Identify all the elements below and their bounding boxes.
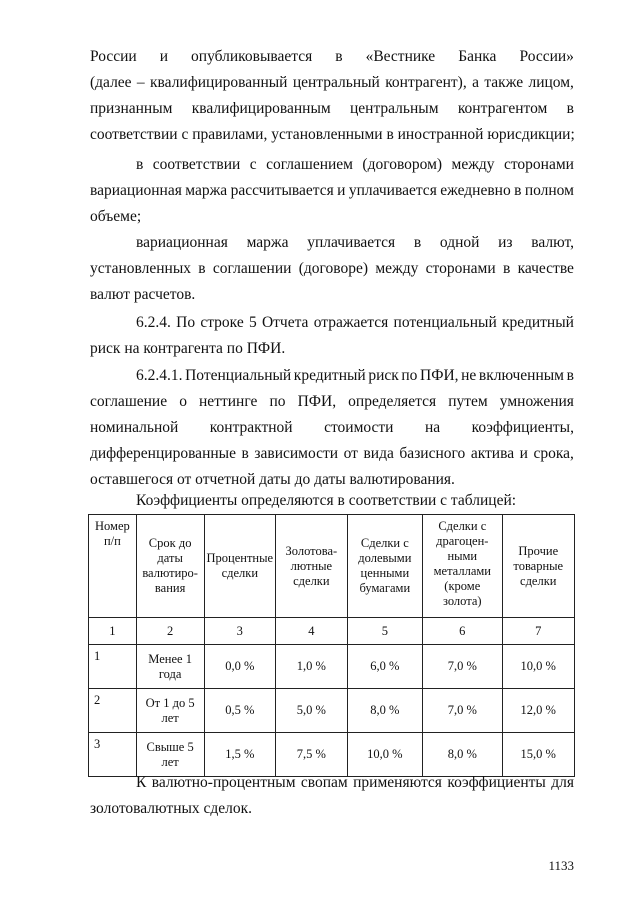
text-line <box>90 259 574 279</box>
table-row <box>89 689 575 733</box>
text-line <box>136 773 574 793</box>
word: рассчитывается <box>230 182 334 199</box>
page-number: 1133 <box>548 858 574 873</box>
word: (договором) <box>362 156 443 173</box>
word: о <box>179 393 187 410</box>
word: не <box>461 367 477 384</box>
table-cell: 6 <box>423 618 502 645</box>
word: применяются <box>353 774 442 791</box>
text-line <box>90 418 574 438</box>
table-cell: 0,0 % <box>204 645 276 689</box>
word: в <box>514 182 522 199</box>
word: кредитный <box>293 367 366 384</box>
word: Отчета <box>261 314 309 331</box>
table-header-cell: Срок до даты валютиро-вания <box>136 515 204 618</box>
word: отражается <box>313 314 389 331</box>
text-line <box>90 392 574 412</box>
table-header-row <box>89 515 575 618</box>
word: также <box>484 74 524 91</box>
table-cell: 1,0 % <box>276 645 348 689</box>
coefficients-table <box>88 514 575 777</box>
table-cell: 5,0 % <box>276 689 348 733</box>
word: риск <box>368 367 399 384</box>
word: и <box>519 445 528 462</box>
table-cell: 4 <box>276 618 348 645</box>
word: валютно-процентным <box>151 774 296 791</box>
word: контрактной <box>209 419 293 436</box>
table-cell: 7,0 % <box>423 689 502 733</box>
word: и <box>337 182 346 199</box>
word: от <box>343 445 358 462</box>
table-cell: 12,0 % <box>502 689 574 733</box>
word: между <box>451 156 495 173</box>
word: неттинге <box>199 393 258 410</box>
table-header-cell: Золотова-лютные сделки <box>276 515 348 618</box>
word: вариационная <box>136 234 228 251</box>
text-line <box>90 444 574 464</box>
word: потенциальный <box>393 314 497 331</box>
word: Потенциальный <box>185 367 292 384</box>
table-cell: 7,5 % <box>276 733 348 777</box>
table-header-cell: Номер п/п <box>89 515 137 618</box>
text-line: соответствии с правилами, установленными в иностранной юрисдикции; <box>90 126 575 143</box>
word: России <box>90 48 137 65</box>
word: в <box>335 48 343 65</box>
table-cell: 3 <box>204 618 276 645</box>
word: контрагент), <box>385 74 467 91</box>
word: умножения <box>499 393 574 410</box>
text-line <box>136 366 574 386</box>
word: 6.2.4. <box>136 314 171 331</box>
table-cell: 3 <box>89 733 137 777</box>
table-cell: 10,0 % <box>347 733 422 777</box>
word: уплачивается <box>348 182 437 199</box>
word: признанным <box>90 100 173 117</box>
table-cell: 7,0 % <box>423 645 502 689</box>
table-cell: 7 <box>502 618 574 645</box>
word: вида <box>363 445 394 462</box>
word: ПФИ, <box>297 393 337 410</box>
word: с <box>249 156 257 173</box>
word: квалифицированным <box>191 100 331 117</box>
text-line: риск на контрагента по ПФИ. <box>90 340 286 357</box>
word: включенным <box>478 367 564 384</box>
text-line: Коэффициенты определяются в соответствии с таблицей: <box>136 492 517 509</box>
word: ПФИ, <box>420 367 459 384</box>
word: из <box>498 234 513 251</box>
text-line <box>136 233 574 253</box>
word: дифференцированные <box>90 445 236 462</box>
table-cell: Менее 1 года <box>136 645 204 689</box>
word: актива <box>470 445 515 462</box>
text-line: оставшегося от отчетной даты до даты валютирования. <box>90 471 455 488</box>
table-header-cell: Сделки с драгоцен-ными металлами (кроме золота) <box>423 515 502 618</box>
word: в <box>413 234 422 251</box>
word: маржа <box>246 234 289 251</box>
table-cell: 2 <box>89 689 137 733</box>
text-line <box>136 155 574 175</box>
word: – <box>136 74 145 91</box>
word: качестве <box>517 260 574 277</box>
word: вариационная <box>90 182 182 199</box>
word: номинальной <box>90 419 179 436</box>
word: сторонами <box>503 156 574 173</box>
word: между <box>375 260 419 277</box>
word: строке <box>200 314 244 331</box>
table-cell: 8,0 % <box>347 689 422 733</box>
word: путем <box>448 393 488 410</box>
word: соглашении <box>212 260 292 277</box>
text-line: валют расчетов. <box>90 286 196 303</box>
table-row <box>89 733 575 777</box>
table-column-numbers-row <box>89 618 575 645</box>
text-line <box>90 73 574 93</box>
word: и <box>159 48 169 65</box>
word: ежедневно <box>440 182 511 199</box>
table-cell: 1 <box>89 618 137 645</box>
word: контрагентом <box>457 100 548 117</box>
word: «Вестнике <box>365 48 436 65</box>
word: полном <box>524 182 574 199</box>
word: уплачивается <box>307 234 396 251</box>
word: центральный <box>292 74 380 91</box>
word: кредитный <box>502 314 574 331</box>
word: сторонами <box>425 260 496 277</box>
word: маржа <box>185 182 228 199</box>
word: соглашение <box>90 393 168 410</box>
word: одной <box>439 234 480 251</box>
word: определяется <box>348 393 437 410</box>
word: коэффициенты, <box>471 419 574 436</box>
table-header-cell: Сделки с долевыми ценными бумагами <box>347 515 422 618</box>
table-header-cell: Прочие товарные сделки <box>502 515 574 618</box>
word: соглашением <box>266 156 353 173</box>
word: центральным <box>349 100 439 117</box>
word: опубликовывается <box>191 48 313 65</box>
word: срока, <box>533 445 574 462</box>
table-cell: Свыше 5 лет <box>136 733 204 777</box>
text-line <box>90 99 574 119</box>
word: лицом, <box>528 74 574 91</box>
table-cell: От 1 до 5 лет <box>136 689 204 733</box>
word: России» <box>519 48 574 65</box>
word: в <box>136 156 144 173</box>
word: свопам <box>300 774 348 791</box>
text-line <box>90 47 574 67</box>
word: на <box>424 419 441 436</box>
table-cell: 1,5 % <box>204 733 276 777</box>
table-cell: 0,5 % <box>204 689 276 733</box>
word: 5 <box>248 314 257 331</box>
text-line <box>136 313 574 333</box>
table-cell: 15,0 % <box>502 733 574 777</box>
word: (далее <box>90 74 132 91</box>
word: в <box>502 260 511 277</box>
word: валют, <box>531 234 574 251</box>
word: (договоре) <box>298 260 369 277</box>
table-cell: 6,0 % <box>347 645 422 689</box>
text-line <box>90 181 574 201</box>
word: в <box>566 367 574 384</box>
word: К <box>136 774 147 791</box>
word: в <box>198 260 206 277</box>
table-cell: 5 <box>347 618 422 645</box>
word: по <box>401 367 418 384</box>
word: установленных <box>90 260 191 277</box>
word: в <box>566 100 574 117</box>
table-cell: 2 <box>136 618 204 645</box>
table-header-cell: Процентные сделки <box>204 515 276 618</box>
word: Банка <box>458 48 497 65</box>
word: коэффициенты <box>447 774 546 791</box>
table-cell: 1 <box>89 645 137 689</box>
text-line: золотовалютных сделок. <box>90 800 253 817</box>
word: для <box>551 774 574 791</box>
table-row <box>89 645 575 689</box>
word: в <box>241 445 249 462</box>
word: зависимости <box>254 445 339 462</box>
word: стоимости <box>324 419 394 436</box>
word: по <box>269 393 286 410</box>
word: 6.2.4.1. <box>136 367 183 384</box>
word: квалифицированный <box>150 74 288 91</box>
word: а <box>472 74 479 91</box>
text-line: объеме; <box>90 208 142 225</box>
word: базисного <box>399 445 466 462</box>
word: соответствии <box>152 156 241 173</box>
table-cell: 10,0 % <box>502 645 574 689</box>
word: По <box>176 314 196 331</box>
table-cell: 8,0 % <box>423 733 502 777</box>
